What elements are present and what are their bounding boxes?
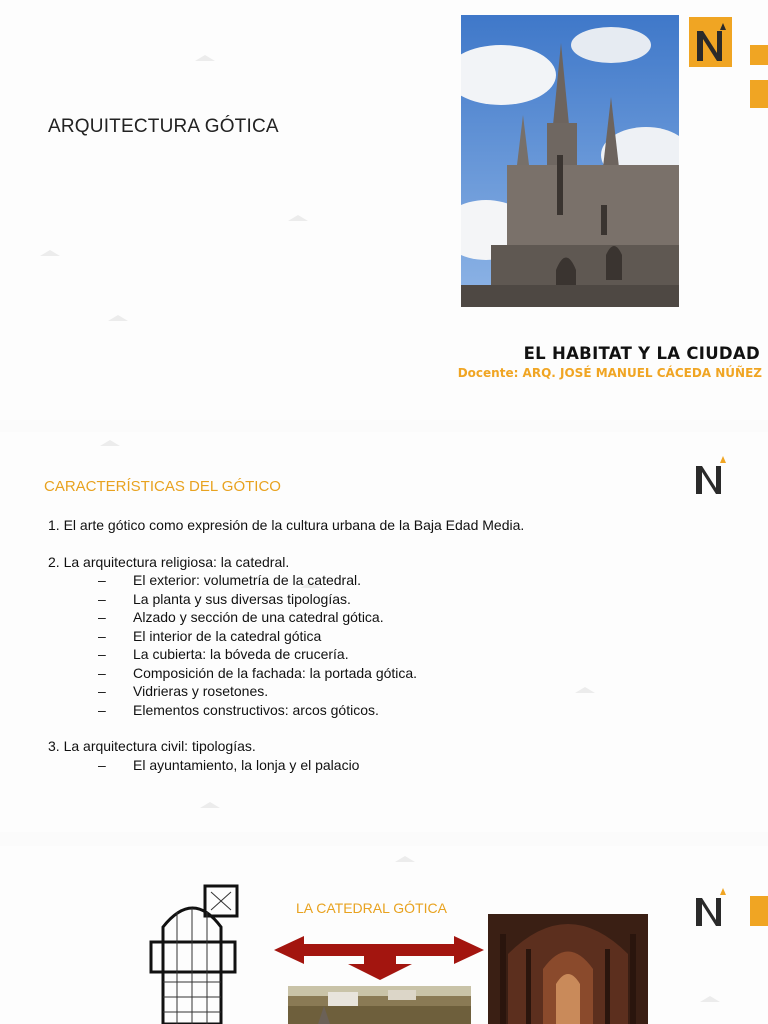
section-title: CARACTERÍSTICAS DEL GÓTICO: [44, 478, 281, 495]
cathedral-photo: [461, 15, 679, 307]
sub-item: – El exterior: volumetría de la catedral.: [98, 572, 361, 588]
double-arrow-icon: [274, 934, 484, 980]
sub-item: – Vidrieras y rosetones.: [98, 683, 269, 699]
teacher-name: Docente: ARQ. JOSÉ MANUEL CÁCEDA NÚÑEZ: [457, 366, 762, 380]
accent-bar: [750, 80, 768, 108]
university-logo-icon: [692, 886, 732, 935]
sub-item: – Alzado y sección de una catedral gótica.: [98, 609, 384, 625]
sub-item: – El interior de la catedral gótica: [98, 627, 322, 644]
slide-characteristics: [0, 432, 768, 832]
sub-item: – La planta y sus diversas tipologías.: [98, 590, 351, 607]
cathedral-interior-photo: [488, 914, 648, 1024]
sub-item: – Elementos constructivos: arcos góticos.: [98, 701, 379, 718]
accent-bar: [750, 896, 768, 926]
course-name: EL HABITAT Y LA CIUDAD: [523, 344, 760, 363]
cathedral-floor-plan: [145, 882, 240, 1024]
accent-bar: [750, 45, 768, 65]
sub-item: – El ayuntamiento, la lonja y el palacio: [98, 756, 360, 773]
characteristics-list: [48, 516, 524, 774]
university-logo-icon: [689, 17, 732, 67]
slide-title: [0, 0, 768, 420]
list-item: 2. La arquitectura religiosa: la catedral.: [48, 553, 290, 570]
sub-item: – La cubierta: la bóveda de crucería.: [98, 646, 349, 662]
slide-cathedral: [0, 846, 768, 1024]
list-item: 3. La arquitectura civil: tipologías.: [48, 738, 256, 754]
sub-item: – Composición de la fachada: la portada gótica.: [98, 664, 418, 681]
list-item: 1. El arte gótico como expresión de la cultura urbana de la Baja Edad Media.: [48, 517, 525, 533]
university-logo-icon: [692, 454, 732, 503]
slide-title: LA CATEDRAL GÓTICA: [296, 900, 447, 916]
presentation-title: ARQUITECTURA GÓTICA: [48, 116, 279, 137]
city-aerial-photo: [288, 986, 471, 1024]
